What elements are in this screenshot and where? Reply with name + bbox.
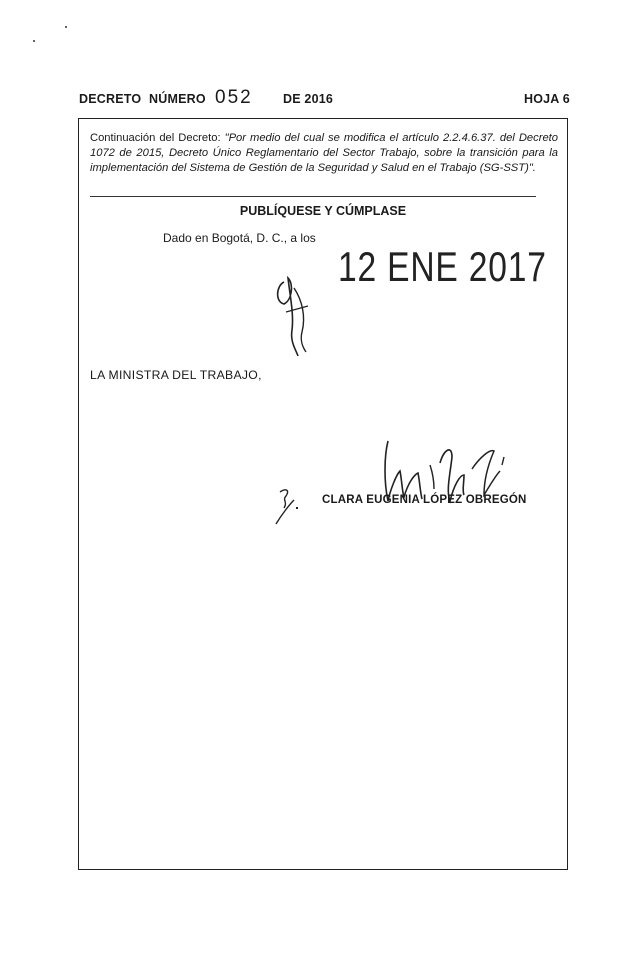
decree-year: DE 2016 <box>283 92 334 106</box>
publiquese-heading: PUBLÍQUESE Y CÚMPLASE <box>239 204 407 218</box>
divider-line <box>90 196 536 197</box>
decreto-label: DECRETO <box>79 92 142 106</box>
numero-label: NÚMERO <box>149 92 206 106</box>
continuation-prefix: Continuación del Decreto: <box>90 132 225 144</box>
scan-speck <box>65 26 67 28</box>
date-stamp: 12 ENE 2017 <box>338 243 547 290</box>
ministra-label: LA MINISTRA DEL TRABAJO, <box>90 368 262 382</box>
continuation-text <box>90 131 558 176</box>
decree-number: 052 <box>215 87 253 108</box>
decree-title: "Por medio del cual se modifica el artículo 2.2.4.6.37. del Decreto 1072 de 2015, Decreto Único Reglamentario del Sector Trabajo, sobre la transición para la implementación del Sistema de Gestión de la Seguridad y Salud en el Trabajo (SG-SST)". <box>90 132 558 174</box>
signer-name: CLARA EUGENIA LÓPEZ OBREGÓN <box>322 494 527 506</box>
scan-speck <box>33 40 35 42</box>
dado-en-line: Dado en Bogotá, D. C., a los <box>163 231 316 245</box>
document-header <box>79 88 570 110</box>
page-number: HOJA 6 <box>524 92 570 106</box>
